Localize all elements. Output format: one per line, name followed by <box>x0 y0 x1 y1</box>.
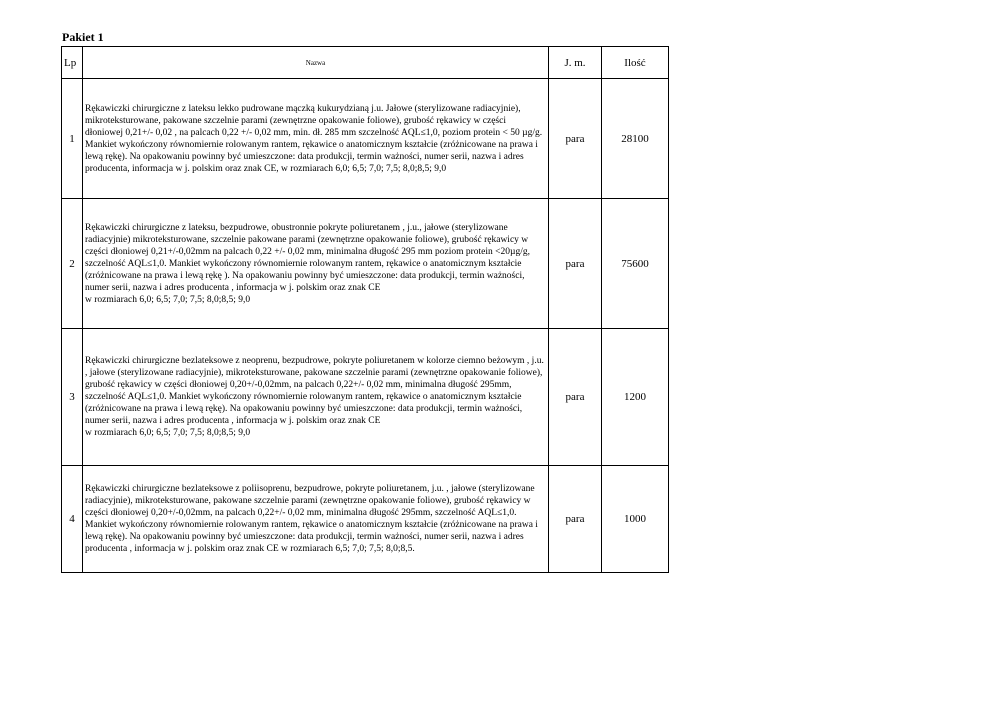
header-unit: J. m. <box>549 47 602 79</box>
table-row <box>62 329 669 466</box>
row-unit: para <box>549 199 602 329</box>
row-quantity: 1200 <box>602 329 669 466</box>
table-header-row <box>62 47 669 79</box>
header-lp: Lp <box>62 47 83 79</box>
row-quantity: 1000 <box>602 466 669 573</box>
row-unit: para <box>549 466 602 573</box>
row-description: Rękawiczki chirurgiczne bezlateksowe z neoprenu, bezpudrowe, pokryte poliuretanem w kolorze ciemno beżowym , j.u. , jałowe (sterylizowane radiacyjnie), mikroteksturowane, pakowane szczelnie parami (zewnętrzne opakowanie foliowe), grubość rękawicy w części dłoniowej 0,20+/-0,02mm, na palcach 0,22+/- 0,02 mm, minimalna długość 295mm, szczelność AQL≤1,0. Mankiet wykończony równomiernie rolowanym rantem, rękawice o anatomicznym kształcie (zróżnicowane na prawa i lewą rękę). Na opakowaniu powinny być umieszczone: data produkcji, termin ważności, numer serii, nazwa i adres producenta , informacja w j. polskim oraz znak CE w rozmiarach 6,0; 6,5; 7,0; 7,5; 8,0;8,5; 9,0 <box>83 329 549 466</box>
row-unit: para <box>549 329 602 466</box>
table-row <box>62 199 669 329</box>
row-number: 3 <box>62 329 83 466</box>
row-number: 1 <box>62 79 83 199</box>
row-number: 4 <box>62 466 83 573</box>
row-quantity: 75600 <box>602 199 669 329</box>
row-number: 2 <box>62 199 83 329</box>
row-quantity: 28100 <box>602 79 669 199</box>
products-table <box>61 46 669 573</box>
header-quantity: Ilość <box>602 47 669 79</box>
row-unit: para <box>549 79 602 199</box>
row-description: Rękawiczki chirurgiczne bezlateksowe z poliisoprenu, bezpudrowe, pokryte poliuretanem, j.u. , jałowe (sterylizowane radiacyjnie), mikroteksturowane, pakowane szczelnie parami (zewnętrzne opakowanie foliowe), grubość rękawicy w części dłoniowej 0,20+/-0,02mm, na palcach 0,22+/- 0,02 mm, minimalna długość 295mm, szczelność AQL≤1,0. Mankiet wykończony równomiernie rolowanym rantem, rękawice o anatomicznym kształcie (zróżnicowane na prawa i lewą rękę). Na opakowaniu powinny być umieszczone: data produkcji, termin ważności, numer serii, nazwa i adres producenta , informacja w j. polskim oraz znak CE w rozmiarach 6,5; 7,0; 7,5; 8,0;8,5. <box>83 466 549 573</box>
table-row <box>62 79 669 199</box>
row-description: Rękawiczki chirurgiczne z lateksu lekko pudrowane mączką kukurydzianą j.u. Jałowe (sterylizowane radiacyjnie), mikroteksturowane, pakowane szczelnie parami (zewnętrzne opakowanie foliowe), grubość rękawicy w części dłoniowej 0,21+/- 0,02 , na palcach 0,22 +/- 0,02 mm, min. dł. 285 mm szczelność AQL≤1,0, poziom protein < 50 µg/g. Mankiet wykończony równomiernie rolowanym rantem, rękawice o anatomicznym kształcie (zróżnicowane na prawa i lewą rękę). Na opakowaniu powinny być umieszczone: data produkcji, termin ważności, numer serii, nazwa i adres producenta, informacja w j. polskim oraz znak CE, w rozmiarach 6,0; 6,5; 7,0; 7,5; 8,0;8,5; 9,0 <box>83 79 549 199</box>
row-description: Rękawiczki chirurgiczne z lateksu, bezpudrowe, obustronnie pokryte poliuretanem , j.u., jałowe (sterylizowane radiacyjnie) mikroteksturowane, szczelnie pakowane parami (zewnętrzne opakowanie foliowe), grubość rękawicy w części dłoniowej 0,21+/-0,02mm na palcach 0,22 +/- 0,02 mm, minimalna długość 295 mm poziom protein <20µg/g, szczelność AQL≤1,0. Mankiet wykończony równomiernie rolowanym rantem, rękawice o anatomicznym kształcie (zróżnicowane na prawa i lewą rękę ). Na opakowaniu powinny być umieszczone: data produkcji, termin ważności, numer serii, nazwa i adres producenta , informacja w j. polskim oraz znak CE w rozmiarach 6,0; 6,5; 7,0; 7,5; 8,0;8,5; 9,0 <box>83 199 549 329</box>
table-row <box>62 466 669 573</box>
header-name: Nazwa <box>83 47 549 79</box>
package-title: Pakiet 1 <box>62 30 104 44</box>
